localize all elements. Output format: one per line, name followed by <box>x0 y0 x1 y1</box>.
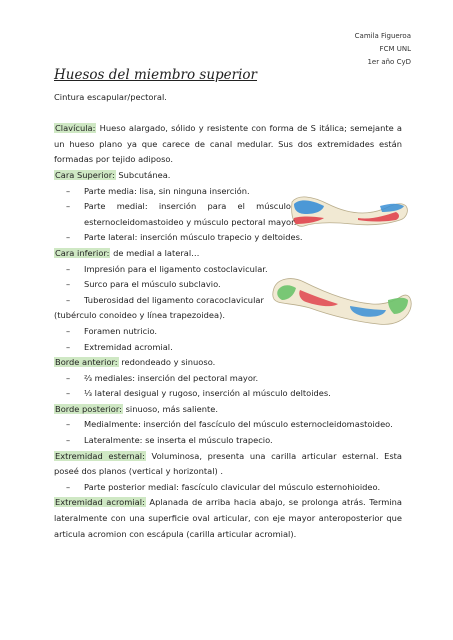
document-body <box>54 90 402 542</box>
dash-marker: – <box>66 419 71 430</box>
paragraph-clavicula <box>54 121 402 168</box>
paragraph-borde-posterior <box>54 402 402 418</box>
list-item: – Tuberosidad del ligamento coracoclavicular <box>66 293 402 309</box>
dash-marker: – <box>66 435 71 446</box>
dash-marker: – <box>66 325 71 336</box>
term-cara-inferior: Cara inferior: <box>55 247 110 258</box>
dash-marker: – <box>66 201 71 212</box>
dash-marker: – <box>66 294 71 305</box>
list-item: – ⅔ mediales: inserción del pectoral mayor. <box>66 371 402 387</box>
dash-marker: – <box>66 341 71 352</box>
list-item: – ⅓ lateral desigual y rugoso, inserción al músculo deltoides. <box>66 386 402 402</box>
list-item: – Foramen nutricio. <box>66 324 402 340</box>
list-item: – Impresión para el ligamento costoclavicular. <box>66 262 402 278</box>
list-item: – Surco para el músculo subclavio. <box>66 277 402 293</box>
subtitle: Cintura escapular/pectoral. <box>54 92 167 102</box>
list-item: – Parte media: lisa, sin ninguna inserción. <box>66 184 402 200</box>
list-item: – Lateralmente: se inserta el músculo trapecio. <box>66 433 402 449</box>
dash-marker: – <box>66 372 71 383</box>
paragraph-extremidad-acromial <box>54 495 402 542</box>
text-extremidad-acromial: Aplanada de arriba hacia abajo, se prolonga atrás. Termina lateralmente con una superficie oval articular, con eje mayor anteroposterior que articula acromion con escápula (carilla articular acromial). <box>54 497 403 539</box>
list-item: – Medialmente: inserción del fascículo del músculo esternocleidomastoideo. <box>66 417 402 433</box>
term-clavicula: Clavícula: <box>55 123 96 134</box>
dash-marker: – <box>66 279 71 290</box>
list-item: – Parte posterior medial: fascículo clavicular del músculo esternohioideo. <box>66 480 402 496</box>
term-borde-posterior: Borde posterior: <box>55 403 122 414</box>
list-item: – Parte lateral: inserción músculo trapecio y deltoides. <box>66 230 402 246</box>
list-item: – Extremidad acromial. <box>66 340 402 356</box>
dash-marker: – <box>66 388 71 399</box>
dash-marker: – <box>66 232 71 243</box>
faculty-name: FCM UNL <box>379 45 411 53</box>
text-borde-anterior: redondeado y sinuoso. <box>121 357 216 368</box>
term-borde-anterior: Borde anterior: <box>55 357 118 368</box>
paragraph-extremidad-esternal <box>54 449 402 480</box>
author-block <box>355 30 411 69</box>
dash-marker: – <box>66 263 71 274</box>
text-cara-inferior: de medial a lateral… <box>113 247 200 258</box>
page-title: Huesos del miembro superior <box>54 67 258 83</box>
term-extremidad-esternal: Extremidad esternal: <box>55 450 145 461</box>
dash-marker: – <box>66 481 71 492</box>
spacer <box>54 106 402 122</box>
term-cara-superior: Cara Superior: <box>55 169 115 180</box>
text-extremidad-esternal: Voluminosa, presenta una carilla articular esternal. Esta poseé dos planos (vertical y horizontal) . <box>54 450 402 477</box>
term-extremidad-acromial: Extremidad acromial: <box>55 497 145 508</box>
text-cara-superior: Subcutánea. <box>118 169 171 180</box>
paragraph-borde-anterior <box>54 355 402 371</box>
paragraph-cara-inferior <box>54 246 402 262</box>
course-name: 1er año CyD <box>367 58 411 66</box>
text-clavicula: Hueso alargado, sólido y resistente con forma de S itálica; semejante a un hueso plano ya que carece de canal medular. Sus dos extremidades están formadas por tejido adiposo. <box>54 123 403 165</box>
list-item-continuation: esternocleidomastoideo y músculo pectoral mayor. <box>84 216 297 227</box>
dash-marker: – <box>66 185 71 196</box>
text-borde-posterior: sinuoso, más saliente. <box>125 403 218 414</box>
list-item: – Parte medial: inserción para el músculo <box>66 199 291 215</box>
list-item-continuation: (tubérculo conoideo y línea trapezoidea). <box>54 310 225 321</box>
author-name: Camila Figueroa <box>354 32 411 40</box>
paragraph-cara-superior <box>54 168 402 184</box>
